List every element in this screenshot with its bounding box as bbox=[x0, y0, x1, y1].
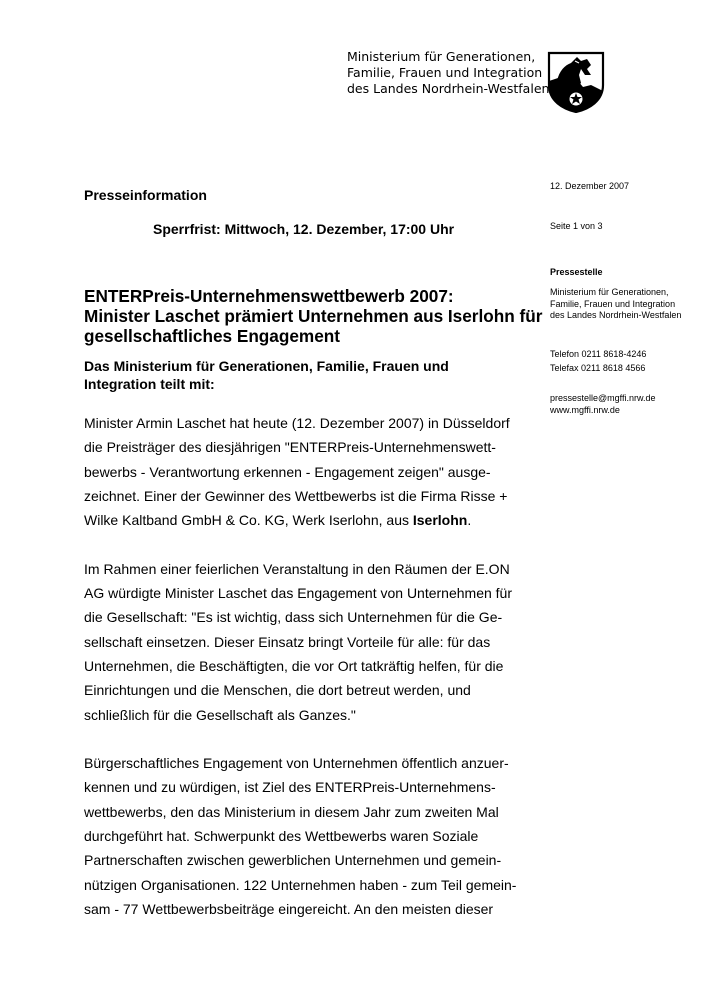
city-name-bold: Iserlohn bbox=[412, 512, 468, 529]
paragraph-line: nützigen Organisationen. 122 Unternehmen haben - zum Teil gemein- bbox=[84, 876, 517, 893]
fax-number: Telefax 0211 8618 4566 bbox=[550, 363, 646, 373]
document-type-label: Presseinformation bbox=[84, 187, 207, 203]
contact-numbers bbox=[550, 347, 646, 375]
paragraph-line: Einrichtungen und die Menschen, die dort betreut werden, und bbox=[84, 682, 471, 699]
page-indicator: Seite 1 von 3 bbox=[550, 221, 603, 231]
paragraph-line: sam - 77 Wettbewerbsbeiträge eingereicht. An den meisten dieser bbox=[84, 900, 494, 917]
paragraph-line: Im Rahmen einer feierlichen Veranstaltung in den Räumen der E.ON bbox=[84, 560, 510, 577]
paragraph-2 bbox=[84, 557, 534, 727]
subheadline-line: Das Ministerium für Generationen, Familie, Frauen und bbox=[84, 358, 449, 374]
paragraph-line: sellschaft einsetzen. Dieser Einsatz bringt Vorteile für alle: für das bbox=[84, 633, 491, 650]
address-line: Familie, Frauen und Integration bbox=[550, 298, 676, 309]
subheadline-line: Integration teilt mit: bbox=[84, 376, 215, 392]
paragraph-line: kennen und zu würdigen, ist Ziel des ENTERPreis-Unternehmens- bbox=[84, 779, 496, 796]
email-address: pressestelle@mgffi.nrw.de bbox=[550, 393, 656, 403]
embargo-notice: Sperrfrist: Mittwoch, 12. Dezember, 17:00 Uhr bbox=[153, 221, 455, 237]
paragraph-line: durchgeführt hat. Schwerpunkt des Wettbewerbs waren Soziale bbox=[84, 828, 479, 845]
subheadline bbox=[84, 357, 449, 393]
address-line: des Landes Nordrhein-Westfalen bbox=[550, 310, 682, 320]
paragraph-line: Bürgerschaftliches Engagement von Unternehmen öffentlich anzuer- bbox=[84, 755, 509, 772]
paragraph-line bbox=[84, 508, 534, 532]
paragraph-3 bbox=[84, 751, 534, 921]
paragraph-line: schließlich für die Gesellschaft als Ganzes." bbox=[84, 706, 356, 723]
headline-line: Minister Laschet prämiert Unternehmen aus Iserlohn für bbox=[84, 306, 543, 326]
paragraph-line: Minister Armin Laschet hat heute (12. Dezember 2007) in Düsseldorf bbox=[84, 415, 510, 431]
ministry-name bbox=[347, 49, 549, 97]
press-office-label: Pressestelle bbox=[550, 267, 603, 277]
ministry-name-line: des Landes Nordrhein-Westfalen bbox=[347, 81, 550, 96]
paragraph-line-end: . bbox=[467, 512, 472, 529]
address-line: Ministerium für Generationen, bbox=[550, 287, 669, 297]
headline-line: gesellschaftliches Engagement bbox=[84, 326, 340, 346]
paragraph-line-text: Wilke Kaltband GmbH & Co. KG, Werk Iserlohn, aus bbox=[84, 512, 413, 529]
paragraph-1 bbox=[84, 411, 534, 532]
website-url: www.mgffi.nrw.de bbox=[550, 404, 620, 415]
ministry-name-line: Ministerium für Generationen, bbox=[347, 49, 536, 64]
headline bbox=[84, 286, 543, 346]
phone-number: Telefon 0211 8618-4246 bbox=[550, 349, 647, 359]
paragraph-line: zeichnet. Einer der Gewinner des Wettbewerbs ist die Firma Risse + bbox=[84, 487, 508, 504]
paragraph-line: bewerbs - Verantwortung erkennen - Engagement zeigen" ausge- bbox=[84, 463, 491, 480]
body-text bbox=[84, 411, 534, 921]
nrw-coat-of-arms-icon bbox=[547, 51, 605, 113]
online-contacts bbox=[550, 393, 656, 416]
paragraph-line: Partnerschaften zwischen gewerblichen Unternehmen und gemein- bbox=[84, 852, 502, 869]
paragraph-line: AG würdigte Minister Laschet das Engagement von Unternehmen für bbox=[84, 585, 513, 602]
paragraph-line: Unternehmen, die Beschäftigten, die vor Ort tatkräftig helfen, für die bbox=[84, 657, 504, 674]
paragraph-line: die Preisträger des diesjährigen "ENTERPreis-Unternehmenswett- bbox=[84, 439, 496, 456]
paragraph-line: wettbewerbs, den das Ministerium in diesem Jahr zum zweiten Mal bbox=[84, 803, 499, 820]
press-office-address bbox=[550, 287, 681, 322]
release-date: 12. Dezember 2007 bbox=[550, 181, 630, 191]
headline-line: ENTERPreis-Unternehmenswettbewerb 2007: bbox=[84, 286, 454, 306]
ministry-name-line: Familie, Frauen und Integration bbox=[347, 65, 543, 80]
paragraph-line: die Gesellschaft: "Es ist wichtig, dass sich Unternehmen für die Ge- bbox=[84, 609, 503, 626]
